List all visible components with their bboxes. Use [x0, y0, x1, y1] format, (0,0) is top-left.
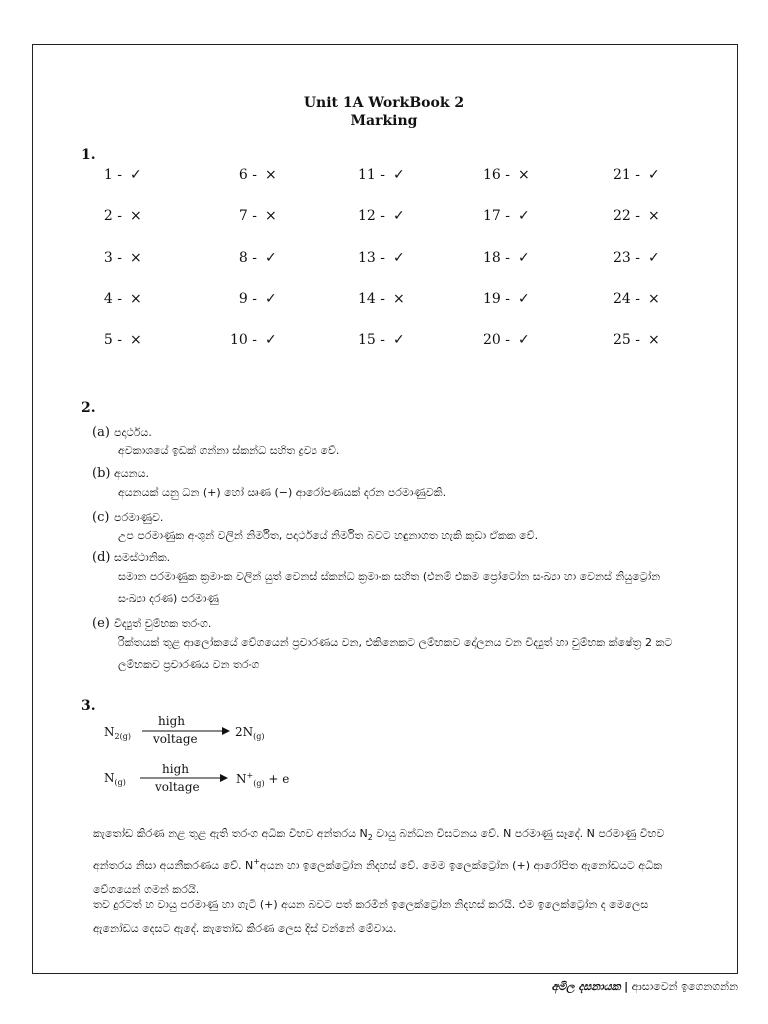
q2-item-a-term: (a) පදාර්ථය.	[92, 425, 152, 440]
q2-item-b-definition: අයනයක් යනු ධන (+) හෝ ඍණ (−) ආරෝපණයක් දරන පරමාණුවකි.	[118, 486, 447, 499]
equation-1-condition-top: high	[158, 714, 185, 728]
mark-number: 14 -	[358, 291, 385, 307]
mark-item	[82, 291, 142, 307]
mark-number: 21 -	[613, 167, 640, 183]
tick-icon: ✓	[393, 250, 405, 266]
tick-icon: ✓	[265, 332, 277, 348]
mark-item	[470, 250, 530, 266]
q2-item-c-term: (c) පරමාණුව.	[92, 510, 164, 525]
cross-icon: ×	[265, 167, 277, 183]
tick-icon: ✓	[265, 250, 277, 266]
tick-icon: ✓	[518, 291, 530, 307]
mark-item	[600, 167, 660, 183]
cross-icon: ×	[130, 291, 142, 307]
tick-icon: ✓	[518, 208, 530, 224]
mark-number: 23 -	[613, 250, 640, 266]
mark-number: 20 -	[483, 332, 510, 348]
cross-icon: ×	[648, 291, 660, 307]
mark-number: 13 -	[358, 250, 385, 266]
mark-item	[470, 208, 530, 224]
mark-number: 25 -	[613, 332, 640, 348]
mark-item	[217, 208, 277, 224]
mark-number: 10 -	[230, 332, 257, 348]
cross-icon: ×	[130, 250, 142, 266]
mark-number: 24 -	[613, 291, 640, 307]
tick-icon: ✓	[393, 167, 405, 183]
mark-item	[470, 291, 530, 307]
question-3-number: 3.	[81, 698, 96, 714]
mark-item	[600, 250, 660, 266]
mark-number: 15 -	[358, 332, 385, 348]
q3-explanation-paragraph-1: කැතෝඩ කිරණ නළ තුළ ඇති තරංග අධික විභව අන්තරය $N_2$ වායු බන්ධන විඝටනය වේ. N පරමාණු සෑදේ. N පරමාණු විභව අන්තරය නිසා අයනීකරණය වේ. N+අයන හා ඉලෙක්ට්‍රෝන නිදහස් වේ. මෙම ඉලෙක්ට්‍රෝන (+) ආරෝපිත ඇනෝඩයට අධික වේගයෙන් ගමන් කරයි.	[93, 827, 665, 896]
q2-item-c-definition: උප පරමාණුක අංශුන් වලින් නිර්මිත, පදාර්ථයේ නිර්මිත බවට හඳුනාගත හැකි කුඩා ඒකක වේ.	[118, 529, 539, 542]
mark-number: 19 -	[483, 291, 510, 307]
mark-item	[82, 208, 142, 224]
mark-number: 17 -	[483, 208, 510, 224]
mark-item	[470, 332, 530, 348]
mark-number: 9 -	[238, 291, 257, 307]
equation-1-product: $2N_{(g)}$	[235, 725, 265, 741]
equation-1-reactant: $N_{2(g)}$	[104, 725, 131, 741]
mark-item	[345, 291, 405, 307]
mark-number: 5 -	[103, 332, 122, 348]
cross-icon: ×	[518, 167, 530, 183]
mark-number: 11 -	[358, 167, 385, 183]
tick-icon: ✓	[265, 291, 277, 307]
equation-2-condition-bottom: voltage	[155, 780, 200, 794]
mark-number: 7 -	[238, 208, 257, 224]
cross-icon: ×	[648, 208, 660, 224]
mark-number: 1 -	[103, 167, 122, 183]
mark-item	[82, 332, 142, 348]
mark-item	[600, 332, 660, 348]
mark-number: 4 -	[103, 291, 122, 307]
tick-icon: ✓	[130, 167, 142, 183]
cross-icon: ×	[648, 332, 660, 348]
mark-number: 8 -	[238, 250, 257, 266]
mark-number: 22 -	[613, 208, 640, 224]
tick-icon: ✓	[393, 332, 405, 348]
mark-item	[217, 250, 277, 266]
mark-item	[600, 291, 660, 307]
tick-icon: ✓	[648, 250, 660, 266]
question-2-number: 2.	[81, 400, 96, 416]
cross-icon: ×	[130, 332, 142, 348]
q2-item-e-term: (e) විද්‍යුත් චුම්භක තරංග.	[92, 616, 212, 631]
mark-number: 18 -	[483, 250, 510, 266]
q2-item-d-term: (d) සමස්ථානික.	[92, 550, 171, 565]
mark-item	[345, 250, 405, 266]
mark-item	[217, 291, 277, 307]
page-subtitle: Marking	[350, 113, 418, 129]
mark-item	[470, 167, 530, 183]
mark-item	[600, 208, 660, 224]
equation-2-product: $N^+_{(g)} + e$	[236, 771, 290, 788]
page-title: Unit 1A WorkBook 2	[303, 95, 465, 111]
mark-item	[345, 167, 405, 183]
cross-icon: ×	[130, 208, 142, 224]
mark-item	[217, 332, 277, 348]
mark-number: 16 -	[483, 167, 510, 183]
mark-number: 3 -	[103, 250, 122, 266]
mark-number: 2 -	[103, 208, 122, 224]
q2-item-d-definition: සමාන පරමාණුක ක්‍රමාංක වලින් යුත් වෙනස් ස්කන්ධ ක්‍රමාංක සහිත (එනම් එකම ප්‍රෝටෝන සංඛ්‍යා හා වෙනස් නියුට්‍රෝන සංඛ්‍යා දරණ) පරමාණු	[118, 570, 661, 605]
mark-item	[345, 332, 405, 348]
q2-item-a-definition: අවකාශයේ ඉඩක් ගන්නා ස්කන්ධ සහිත ද්‍රව්‍ය වේ.	[118, 444, 340, 457]
tick-icon: ✓	[393, 208, 405, 224]
mark-item	[345, 208, 405, 224]
mark-number: 6 -	[238, 167, 257, 183]
mark-number: 12 -	[358, 208, 385, 224]
q2-item-e-definition: රික්තයක් තුළ ආලෝකයේ වේගයෙන් ප්‍රචාරණය වන, එකිනෙකට ලම්භකව දෝලනය වන විද්‍යුත් හා චුම්භක ක්ෂේත්‍ර 2 කට ලම්භකව ප්‍රචාරණය වන තරංග	[118, 636, 673, 671]
cross-icon: ×	[393, 291, 405, 307]
tick-icon: ✓	[518, 250, 530, 266]
mark-item	[217, 167, 277, 183]
q3-explanation-paragraph-2: තව දුරටත් හ වායු පරමාණු හා ගැටී (+) අයන බවට පත් කරමින් ඉලෙක්ට්‍රෝන නිදහස් කරයි. එම ඉලෙක්ට්‍රෝන ද මෙලෙස ඇනෝඩය දෙසට ඇදේ. කැතෝඩ කිරණ ලෙස දිස් වන්නේ මේවාය.	[93, 898, 649, 935]
cross-icon: ×	[265, 208, 277, 224]
q2-item-b-term: (b) අයනය.	[92, 466, 150, 481]
mark-item	[82, 167, 142, 183]
mark-item	[82, 250, 142, 266]
equation-2-condition-top: high	[162, 762, 189, 776]
tick-icon: ✓	[648, 167, 660, 183]
footer-credit: අමිල දසනායක | ආසාවෙන් ඉගෙනගන්න	[551, 980, 738, 993]
tick-icon: ✓	[518, 332, 530, 348]
equation-1-condition-bottom: voltage	[153, 732, 198, 746]
equation-2-reactant: $N_{(g)}$	[104, 771, 126, 787]
question-1-number: 1.	[81, 147, 96, 163]
